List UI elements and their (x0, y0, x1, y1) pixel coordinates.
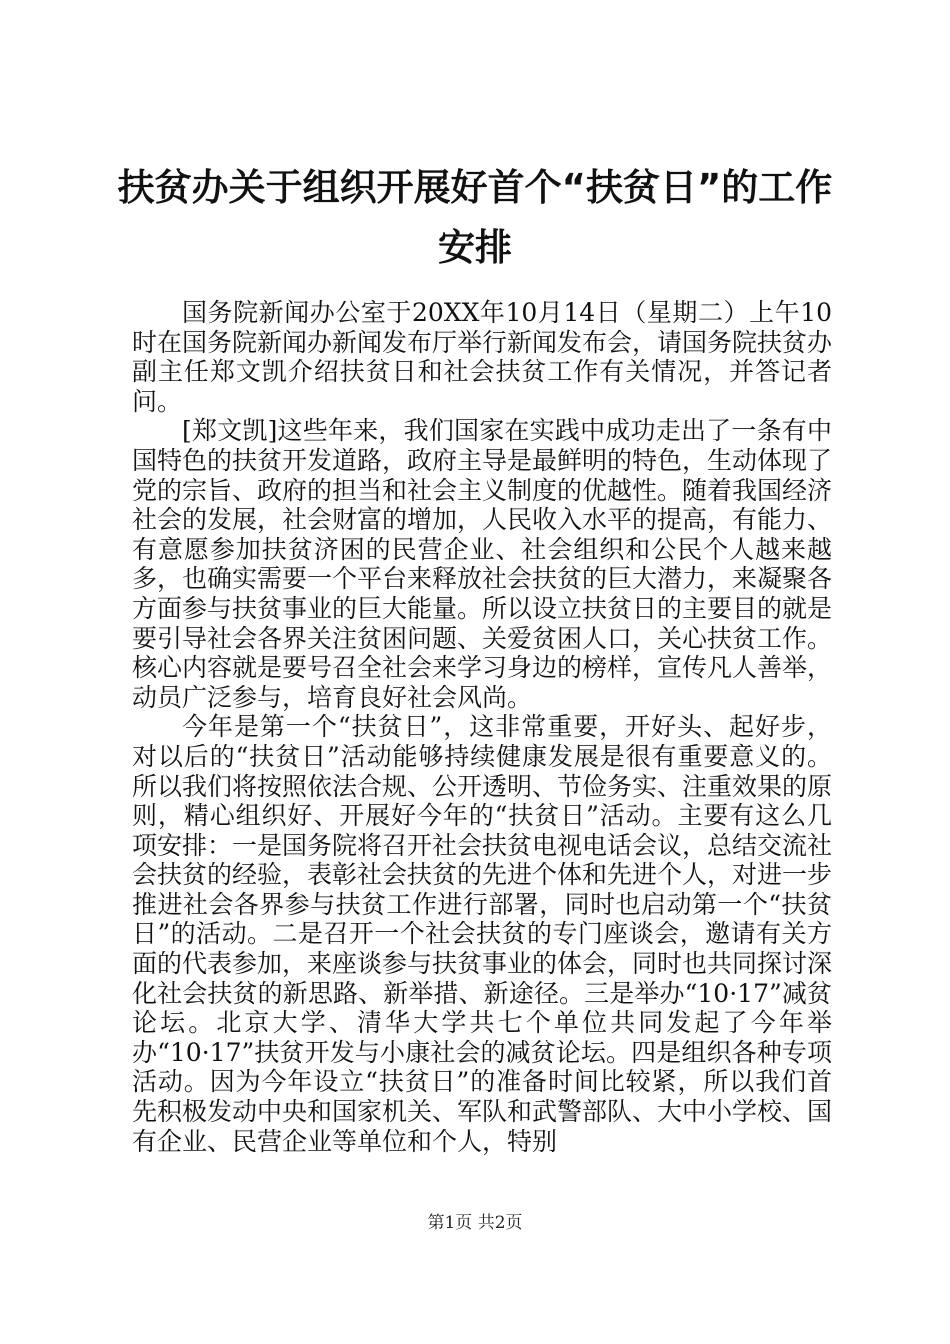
paragraph: 国务院新闻办公室于20XX年10月14日（星期二）上午10时在国务院新闻办新闻发布厅举行新闻发布会，请国务院扶贫办副主任郑文凯介绍扶贫日和社会扶贫工作有关情况，并答记者问。 (132, 298, 833, 416)
document-body (132, 298, 832, 1156)
paragraph: 今年是第一个“扶贫日”，这非常重要，开好头、起好步，对以后的“扶贫日”活动能够持续健康发展是很有重要意义的。所以我们将按照依法合规、公开透明、节俭务实、注重效果的原则，精心组织好、开展好今年的“扶贫日”活动。主要有这么几项安排：一是国务院将召开社会扶贫电视电话会议，总结交流社会扶贫的经验，表彰社会扶贫的先进个体和先进个人，对进一步推进社会各界参与扶贫工作进行部署，同时也启动第一个“扶贫日”的活动。二是召开一个社会扶贫的专门座谈会，邀请有关方面的代表参加，来座谈参与扶贫事业的体会，同时也共同探讨深化社会扶贫的新思路、新举措、新途径。三是举办“10·17”减贫论坛。北京大学、清华大学共七个单位共同发起了今年举办“10·17”扶贫开发与小康社会的减贫论坛。四是组织各种专项活动。因为今年设立“扶贫日”的准备时间比较紧，所以我们首先积极发动中央和国家机关、军队和武警部队、大中小学校、国有企业、民营企业等单位和个人，特别 (132, 712, 833, 1156)
document-title: 扶贫办关于组织开展好首个“扶贫日”的工作安排 (117, 166, 833, 269)
paragraph: [郑文凯]这些年来，我们国家在实践中成功走出了一条有中国特色的扶贫开发道路，政府主导是最鲜明的特色，生动体现了党的宗旨、政府的担当和社会主义制度的优越性。随着我国经济社会的发展，社会财富的增加，人民收入水平的提高，有能力、有意愿参加扶贫济困的民营企业、社会组织和公民个人越来越多，也确实需要一个平台来释放社会扶贫的巨大潜力，来凝聚各方面参与扶贫事业的巨大能量。所以设立扶贫日的主要目的就是要引导社会各界关注贫困问题、关爱贫困人口，关心扶贫工作。核心内容就是要号召全社会来学习身边的榜样，宣传凡人善举，动员广泛参与，培育良好社会风尚。 (132, 416, 833, 712)
page-number-footer: 第1页 共2页 (427, 1213, 523, 1233)
